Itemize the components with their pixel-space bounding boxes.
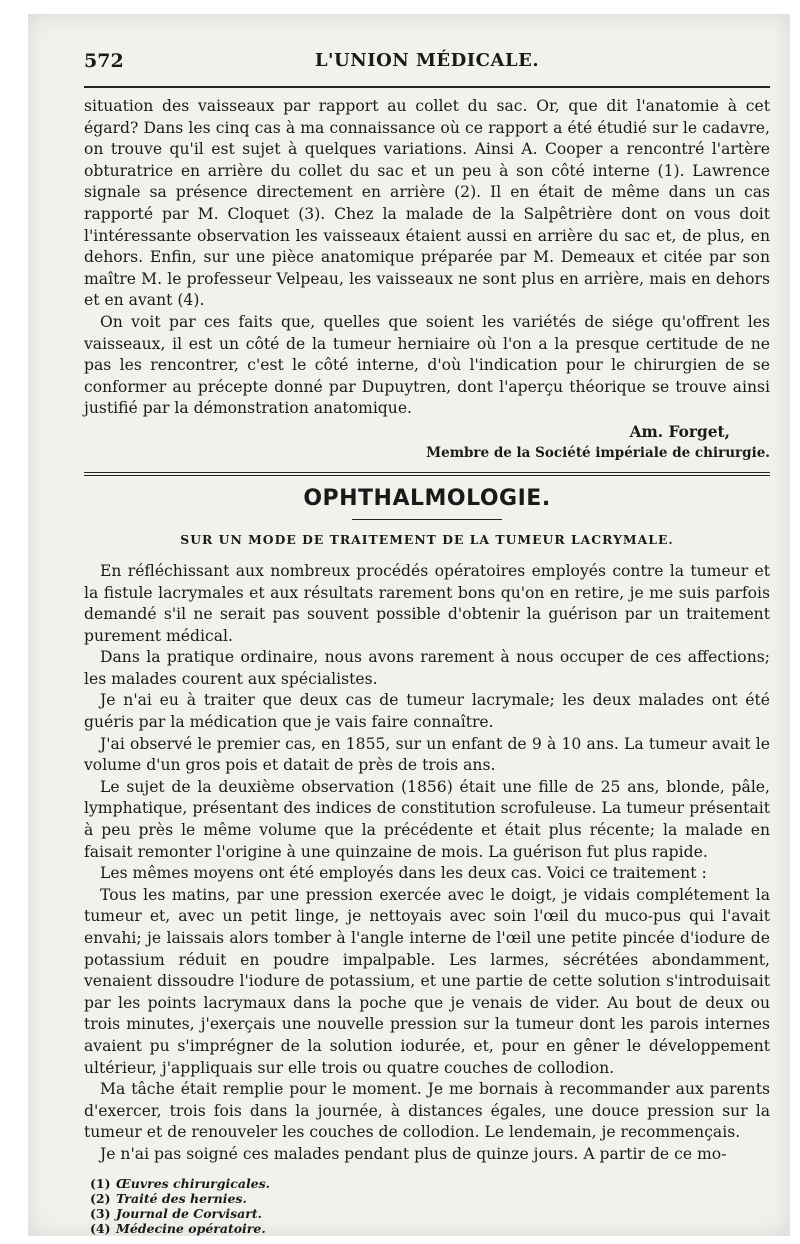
page-content — [84, 50, 770, 1236]
journal-title: L'UNION MÉDICALE. — [314, 50, 540, 71]
footnote-number: (2) — [90, 1190, 111, 1206]
footnote — [84, 1221, 770, 1236]
footnote-number: (4) — [90, 1220, 111, 1236]
section-heading: OPHTHALMOLOGIE. — [303, 485, 551, 511]
paragraph: On voit par ces faits que, quelles que soient les variétés de siége qu'offrent les vaisseaux, il est un côté de la tumeur herniaire où l'on a la presque certitude de ne pas les rencontrer, c'est le côté interne, d'où l'indication pour le chirurgien de se conformer au précepte donné par Dupuytren, dont l'aperçu théorique se trouve ainsi justifié par la démonstration anatomique. — [84, 312, 770, 418]
paragraph: En réfléchissant aux nombreux procédés opératoires employés contre la tumeur et la fistule lacrymales et aux résultats rarement bons qu'on en retire, je me suis parfois demandé s'il ne serait pas souvent possible d'obtenir la guérison par un traitement purement médical. — [84, 561, 770, 645]
paragraph: Dans la pratique ordinaire, nous avons rarement à nous occuper de ces affections; les malades courent aux spécialistes. — [84, 648, 770, 688]
footnote — [84, 1176, 770, 1191]
footnote — [84, 1191, 770, 1206]
footnote — [84, 1206, 770, 1221]
paragraph: situation des vaisseaux par rapport au collet du sac. Or, que dit l'anatomie à cet égard? Dans les cinq cas à ma connaissance où ce rapport a été étudié sur le cadavre, on trouve qu'il est sujet à quelques variations. Ainsi A. Cooper a rencontré l'artère obturatrice en arrière du collet du sac et un peu à son côté interne (1). Lawrence signale sa présence directement en arrière (2). Il en était de même dans un cas rapporté par M. Cloquet (3). Chez la malade de la Salpêtrière dont on vous doit l'intéressante observation les vaisseaux étaient aussi en arrière du sac et, de plus, en dehors. Enfin, sur une pièce anatomique préparée par M. Demeaux et citée par son maître M. le professeur Velpeau, les vaisseaux ne sont plus en arrière, mais en dehors et en avant (4). — [84, 97, 770, 310]
footnote-number: (1) — [90, 1175, 111, 1191]
footnote-number: (3) — [90, 1205, 111, 1221]
paragraph: Les mêmes moyens ont été employés dans les deux cas. Voici ce traitement : — [100, 864, 707, 883]
header-rule — [84, 86, 770, 88]
paragraph: Le sujet de la deuxième observation (1856) était une fille de 25 ans, blonde, pâle, lymphatique, présentant des indices de constitution scrofuleuse. La tumeur présentait à peu près le même volume que la précédente et était plus récente; la malade en faisait remonter l'origine à une quinzaine de mois. La guérison fut plus rapide. — [84, 777, 770, 861]
article-text — [84, 561, 770, 1166]
footnote-text: Médecine opératoire. — [116, 1220, 266, 1236]
paragraph: Ma tâche était remplie pour le moment. Je me bornais à recommander aux parents d'exercer, trois fois dans la journée, à distances égales, une douce pression sur la tumeur et de renouveler les couches de collodion. Le lendemain, je recommençais. — [84, 1080, 770, 1142]
footnote-text: Œuvres chirurgicales. — [116, 1175, 271, 1191]
running-header — [84, 50, 770, 80]
paragraph: Je n'ai eu à traiter que deux cas de tumeur lacrymale; les deux malades ont été guéris par la médication que je vais faire connaître. — [84, 691, 770, 732]
page-number: 572 — [84, 50, 124, 72]
signature-block — [84, 422, 770, 464]
author-signature: Am. Forget, — [629, 422, 730, 441]
footnote-text: Traité des hernies. — [116, 1190, 247, 1206]
heading-underline — [352, 519, 502, 520]
paragraph: Tous les matins, par une pression exercée avec le doigt, je vidais complétement la tumeur et, avec un petit linge, je nettoyais avec soin l'œil du muco-pus qui l'avait envahi; je laissais alors tomber à l'angle interne de l'œil une petite pincée d'iodure de potassium réduit en poudre impalpable. Les larmes, sécrétées abondamment, venaient dissoudre l'iodure de potassium, et une partie de cette solution s'introduisait par les points lacrymaux dans la poche que je venais de vider. Au bout de deux ou trois minutes, j'exerçais une nouvelle pression sur la tumeur dont les parois internes avaient pu s'imprégner de la solution iodurée, et, pour en gêner le développement ultérieur, j'appliquais sur elle trois ou quatre couches de collodion. — [84, 885, 770, 1077]
paragraph: J'ai observé le premier cas, en 1855, sur un enfant de 9 à 10 ans. La tumeur avait le volume d'un gros pois et datait de près de trois ans. — [84, 734, 770, 775]
section-divider — [84, 472, 770, 476]
author-affiliation: Membre de la Société impériale de chirurgie. — [426, 444, 770, 461]
previous-article-text — [84, 96, 770, 420]
footnote-text: Journal de Corvisart. — [116, 1205, 262, 1221]
article-title: SUR UN MODE DE TRAITEMENT DE LA TUMEUR LACRYMALE. — [180, 531, 674, 547]
book-page — [28, 14, 790, 1236]
footnotes — [84, 1176, 770, 1236]
paragraph: Je n'ai pas soigné ces malades pendant plus de quinze jours. A partir de ce mo- — [100, 1144, 727, 1163]
